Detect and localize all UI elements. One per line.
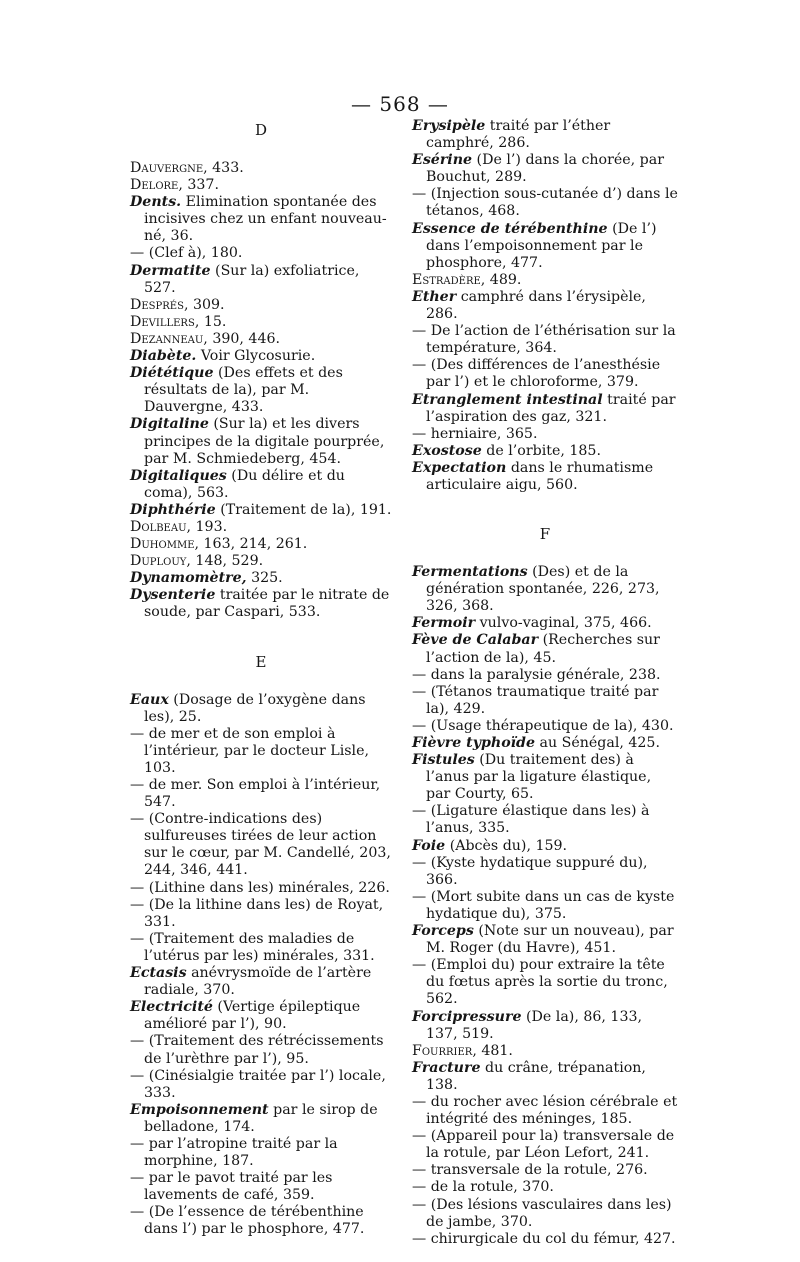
entry-text: — (Usage thérapeutique de la), 430. [412,717,674,734]
entry-text: , 489. [480,271,522,288]
index-entry [412,1162,678,1179]
entry-heading: Devillers [130,313,195,330]
section-gap [130,622,392,650]
index-entry [412,1179,678,1196]
entry-text: (Sur la) et les divers principes de la digitale pourprée, par M. Schmiedeberg, 454. [144,416,385,467]
entry-heading: Dents. [130,194,182,211]
index-entry [130,160,392,177]
index-entry [412,1043,678,1060]
entry-text: — (Kyste hydatique suppuré du), 366. [412,854,648,888]
entry-text: — (Clef à), 180. [130,245,243,262]
entry-text: au Sénégal, 425. [535,735,660,751]
entry-text: — (Tétanos traumatique traité par la), 429. [412,683,659,717]
index-entry [130,348,392,365]
index-entry [412,889,678,923]
index-entry [130,194,392,245]
entry-text: anévrysmoïde de l’artère radiale, 370. [144,965,372,999]
entry-text: Elimination spontanée des incisives chez un enfant nouveau-né, 36. [144,194,387,245]
entry-text: (Du délire et du coma), 563. [144,467,345,501]
entry-text: (Du traitement des) à l’anus par la ligature élastique, par Courty, 65. [426,752,652,803]
index-entry [130,519,392,536]
index-entry [412,632,678,666]
entry-text: — transversale de la rotule, 276. [412,1162,648,1179]
index-entry [412,752,678,803]
index-entry [130,777,392,811]
entry-heading: Forceps [412,923,474,940]
entry-text: (Sur la) exfoliatrice, 527. [144,262,360,296]
index-entry [412,1197,678,1231]
entry-text: (Traitement de la), 191. [215,501,392,518]
entry-heading: Etranglement intestinal [412,391,603,408]
entry-text: dans le rhumatisme articulaire aigu, 560. [426,459,654,493]
entry-text: — (Emploi du) pour extraire la tête du fœtus après la sortie du tronc, 562. [412,957,668,1008]
left-column [130,118,392,1239]
entry-text: (De la), 86, 133, 137, 519. [426,1008,643,1042]
entry-heading: Electricité [130,999,213,1016]
index-entry [412,667,678,684]
index-entry [412,1094,678,1128]
entry-heading: Fourrier [412,1042,473,1059]
index-entry [130,1136,392,1170]
index-entry [130,1033,392,1067]
index-entry [130,245,392,262]
entry-text: — herniaire, 365. [412,425,538,442]
section-letter: E [255,652,267,671]
index-entry [412,323,678,357]
index-entry [412,957,678,1008]
entry-text: , 337. [178,177,219,194]
entry-text: traitée par le nitrate de soude, par Caspari, 533. [144,587,390,621]
entry-heading: Essence de térébenthine [412,220,608,237]
entry-text: (Vertige épileptique amélioré par l’), 90. [144,999,361,1033]
entry-text: traité par l’éther camphré, 286. [426,118,611,152]
entry-heading: Digitaliques [130,467,227,484]
entry-text: — par le pavot traité par les lavements de café, 359. [130,1170,333,1204]
entry-text: , 433. [203,160,244,176]
index-entry [412,289,678,323]
index-entry [412,152,678,186]
index-entry [412,443,678,460]
index-entry [412,803,678,837]
entry-heading: Fracture [412,1059,481,1076]
entry-text: — (Cinésialgie traitée par l’) locale, 333. [130,1067,386,1101]
section-gap [412,494,678,522]
entry-text: — dans la paralysie générale, 238. [412,666,661,683]
entry-text: — (Des lésions vasculaires dans les) de jambe, 370. [412,1196,672,1230]
entry-text: — (Mort subite dans un cas de kyste hydatique du), 375. [412,888,675,922]
entry-heading: Duplouy [130,553,187,570]
index-entry [412,357,678,391]
entry-heading: Després [130,296,184,313]
entry-heading: Expectation [412,459,507,476]
entry-heading: Dauvergne [130,160,204,176]
index-entry [130,897,392,931]
entry-heading: Dezanneau [130,330,204,347]
entry-text: — (Lithine dans les) minérales, 226. [130,879,390,896]
index-entry [130,553,392,570]
entry-heading: Digitaline [130,416,209,433]
entry-heading: Foie [412,837,446,854]
index-entry [130,1170,392,1204]
index-entry [412,186,678,220]
entry-text: — de la rotule, 370. [412,1179,554,1196]
entry-text: — (De l’essence de térébenthine dans l’) par le phosphore, 477. [130,1204,365,1238]
entry-text: — (Traitement des rétrécissements de l’urèthre par l’), 95. [130,1033,384,1067]
index-entry [130,297,392,314]
entry-heading: Dynamomètre, [130,570,247,587]
entry-text: — chirurgicale du col du fémur, 427. [412,1230,676,1247]
entry-text: — de mer et de son emploi à l’intérieur, par le docteur Lisle, 103. [130,725,369,776]
entry-heading: Fermoir [412,615,476,632]
index-entry [130,880,392,897]
index-entry [130,365,392,416]
section-letter: F [539,525,551,544]
entry-text: — du rocher avec lésion cérébrale et intégrité des méninges, 185. [412,1093,678,1128]
index-entry [412,272,678,289]
entry-text: traité par l’aspiration des gaz, 321. [426,391,676,425]
index-entry [412,221,678,272]
entry-text: (Recherches sur l’action de la), 45. [426,632,660,666]
entry-heading: Dermatite [130,262,211,279]
index-entry [130,314,392,331]
index-entry [130,811,392,879]
index-entry [412,426,678,443]
index-entry [130,331,392,348]
entry-text: par le sirop de belladone, 174. [144,1101,378,1135]
index-entry [412,718,678,735]
entry-text: (Des effets et des résultats de la), par M. Dauvergne, 433. [144,365,343,416]
entry-heading: Esérine [412,152,473,169]
entry-text: — par l’atropine traité par la morphine, 187. [130,1135,338,1170]
entry-heading: Diabète. [130,348,197,365]
index-entry [412,855,678,889]
index-entry [412,1009,678,1043]
entry-heading: Diététique [130,365,214,382]
index-entry [130,692,392,726]
entry-heading: Diphthérie [130,501,216,518]
entry-text: , 481. [472,1042,513,1059]
entry-text: — (Ligature élastique dans les) à l’anus, 335. [412,803,650,837]
index-entry [412,838,678,855]
entry-heading: Ectasis [130,965,187,982]
index-entry [130,502,392,519]
entry-heading: Fistules [412,752,475,769]
index-entry [130,965,392,999]
entry-text: , 309. [183,296,225,313]
entry-heading: Fièvre typhoïde [412,735,536,751]
entry-text: de l’orbite, 185. [481,442,601,459]
index-entry [412,564,678,615]
index-entry [130,1102,392,1136]
entry-text: — (Des différences de l’anesthésie par l’) et le chloroforme, 379. [412,357,661,391]
entry-text: — (De la lithine dans les) de Royat, 331. [130,896,384,930]
entry-text: du crâne, trépanation, 138. [426,1059,646,1093]
entry-text: (De l’) dans la chorée, par Bouchut, 289. [426,152,664,186]
entry-text: Voir Glycosurie. [196,348,316,365]
entry-text: 325. [246,570,283,587]
right-column [412,118,678,1248]
index-entry [130,1068,392,1102]
entry-heading: Fève de Calabar [412,632,539,649]
entry-text: — (Injection sous-cutanée d’) dans le tétanos, 468. [412,186,678,220]
index-entry [412,1231,678,1248]
entry-text: (Note sur un nouveau), par M. Roger (du Havre), 451. [426,923,674,957]
entry-heading: Empoisonnement [130,1101,269,1118]
index-entry [412,735,678,752]
index-entry [412,923,678,957]
entry-text: camphré dans l’érysipèle, 286. [426,288,646,323]
entry-text: , 148, 529. [186,553,264,570]
index-entry [130,177,392,194]
index-entry [130,1204,392,1238]
index-entry [412,392,678,426]
index-entry [130,263,392,297]
index-entry [130,999,392,1033]
entry-heading: Dolbeau [130,518,187,535]
entry-text: — De l’action de l’éthérisation sur la température, 364. [412,323,676,357]
entry-text: — (Traitement des maladies de l’utérus par les) minérales, 331. [130,930,375,964]
index-entry [130,468,392,502]
entry-heading: Ether [412,288,457,305]
index-entry [412,615,678,632]
index-entry [130,536,392,553]
entry-text: — (Appareil pour la) transversale de la rotule, par Léon Lefort, 241. [412,1128,675,1162]
index-entry [412,684,678,718]
section-letter: D [254,121,268,139]
entry-text: vulvo-vaginal, 375, 466. [475,615,652,632]
index-entry [412,118,678,152]
entry-text: , 390, 446. [203,330,281,347]
entry-heading: Delore [130,177,179,194]
entry-heading: Estradère [412,271,481,288]
entry-heading: Dysenterie [130,587,216,604]
entry-heading: Erysipèle [412,118,486,134]
entry-text: — (Contre-indications des) sulfureuses tirées de leur action sur le cœur, par M. Candellé, 203, 244, 346, 441. [130,811,391,879]
index-entry [412,1060,678,1094]
index-entry [130,570,392,587]
entry-text: , 15. [194,313,227,330]
entry-heading: Eaux [130,691,169,708]
entry-heading: Exostose [412,442,482,459]
index-entry [412,460,678,494]
entry-text: (Des) et de la génération spontanée, 226, 273, 326, 368. [426,564,660,615]
index-entry [130,726,392,777]
index-entry [130,587,392,621]
entry-text: (De l’) dans l’empoisonnement par le phosphore, 477. [426,220,657,271]
entry-text: , 193. [186,518,228,535]
entry-text: — de mer. Son emploi à l’intérieur, 547. [130,777,381,811]
entry-text: , 163, 214, 261. [194,536,308,553]
index-entry [130,931,392,965]
index-entry [412,1128,678,1162]
index-entry [130,416,392,467]
entry-heading: Forcipressure [412,1008,522,1025]
page-number: — 568 — [351,92,449,116]
entry-text: (Abcès du), 159. [445,837,568,854]
entry-heading: Fermentations [412,564,528,581]
entry-heading: Duhomme [130,536,195,553]
entry-text: (Dosage de l’oxygène dans les), 25. [144,691,366,725]
